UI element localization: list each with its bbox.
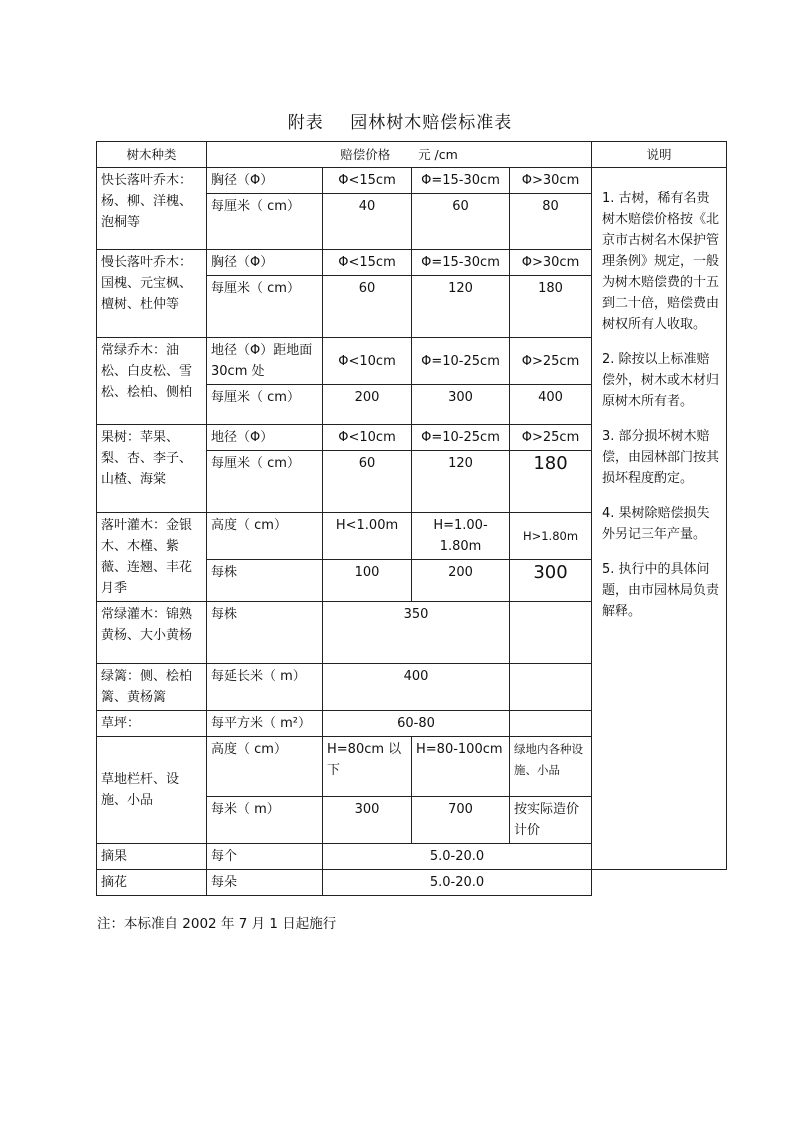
price-cell: 60-80 <box>323 711 510 737</box>
table-row <box>97 168 727 194</box>
unit-cell: 每朵 <box>207 870 323 896</box>
species-cell: 绿篱：侧、桧柏篱、黄杨篱 <box>97 664 207 711</box>
range-cell: H<1.00m <box>323 513 412 560</box>
range-cell: Φ>30cm <box>510 168 592 194</box>
price-cell: 60 <box>323 451 412 513</box>
range-cell: Φ=15-30cm <box>412 168 510 194</box>
header-price: 赔偿价格 元 /cm <box>207 142 592 168</box>
unit-cell: 每厘米（ cm） <box>207 451 323 513</box>
measure-cell: 高度（ cm） <box>207 737 323 797</box>
price-cell: 200 <box>323 385 412 425</box>
price-cell: 60 <box>412 194 510 250</box>
species-cell: 摘花 <box>97 870 207 896</box>
range-cell: H=1.00-1.80m <box>412 513 510 560</box>
unit-cell: 每株 <box>207 560 323 602</box>
range-cell: Φ>25cm <box>510 425 592 451</box>
fence-note: 绿地内各种设施、小品 <box>510 737 592 797</box>
price-cell: 300 <box>412 385 510 425</box>
price-cell: 300 <box>323 797 412 844</box>
range-cell: Φ=10-25cm <box>412 425 510 451</box>
measure-cell: 地径（Φ）距地面 30cm 处 <box>207 338 323 385</box>
table-row <box>97 870 727 896</box>
explanation-item: 4. 果树除赔偿损失外另记三年产量。 <box>602 506 710 542</box>
price-cell: 200 <box>412 560 510 602</box>
species-cell: 摘果 <box>97 844 207 870</box>
species-cell: 草地栏杆、设施、小品 <box>97 737 207 844</box>
header-species: 树木种类 <box>97 142 207 168</box>
measure-cell: 胸径（Φ） <box>207 168 323 194</box>
price-cell: 40 <box>323 194 412 250</box>
measure-cell: 胸径（Φ） <box>207 250 323 276</box>
price-cell: 300 <box>510 560 592 602</box>
unit-cell: 每厘米（ cm） <box>207 194 323 250</box>
title-prefix: 附表 <box>287 113 324 133</box>
measure-cell: 高度（ cm） <box>207 513 323 560</box>
price-cell: 100 <box>323 560 412 602</box>
range-cell: Φ>30cm <box>510 250 592 276</box>
species-cell: 落叶灌木：金银木、木槿、紫薇、连翘、丰花月季 <box>97 513 207 602</box>
price-cell: 350 <box>323 602 510 664</box>
range-cell: Φ=10-25cm <box>412 338 510 385</box>
unit-cell: 每延长米（ m） <box>207 664 323 711</box>
range-cell: Φ<10cm <box>323 338 412 385</box>
price-cell: 5.0-20.0 <box>323 844 592 870</box>
title-main: 园林树木赔偿标准表 <box>350 113 513 133</box>
range-cell: H>1.80m <box>510 513 592 560</box>
price-cell: 60 <box>323 276 412 338</box>
fence-note: 按实际造价计价 <box>510 797 592 844</box>
unit-cell: 每平方米（ m²） <box>207 711 323 737</box>
explanation-item: 5. 执行中的具体问题，由市园林局负责解释。 <box>602 562 720 619</box>
price-cell: 400 <box>323 664 510 711</box>
unit-cell: 每个 <box>207 844 323 870</box>
price-cell: 80 <box>510 194 592 250</box>
page-title <box>0 108 800 133</box>
header-explain: 说明 <box>592 142 727 168</box>
explanation-item: 2. 除按以上标准赔偿外，树木或木材归原树木所有者。 <box>602 352 720 409</box>
range-cell: Φ<15cm <box>323 168 412 194</box>
species-cell: 快长落叶乔木：杨、柳、洋槐、泡桐等 <box>97 168 207 250</box>
unit-cell: 每厘米（ cm） <box>207 385 323 425</box>
unit-cell: 每厘米（ cm） <box>207 276 323 338</box>
unit-cell: 每米（ m） <box>207 797 323 844</box>
species-cell: 常绿乔木：油松、白皮松、雪松、桧柏、侧柏 <box>97 338 207 425</box>
price-cell: 120 <box>412 451 510 513</box>
species-cell: 慢长落叶乔木：国槐、元宝枫、檀树、杜仲等 <box>97 250 207 338</box>
explanation-item: 1. 古树，稀有名贵树木赔偿价格按《北京市古树名木保护管理条例》规定，一般为树木赔偿费的十五到二十倍，赔偿费由树权所有人收取。 <box>602 191 720 332</box>
species-cell: 草坪： <box>97 711 207 737</box>
price-cell: 180 <box>510 451 592 513</box>
range-cell: H=80-100cm <box>412 737 510 797</box>
range-cell: Φ<15cm <box>323 250 412 276</box>
price-cell: 400 <box>510 385 592 425</box>
price-cell: 120 <box>412 276 510 338</box>
species-cell: 果树：苹果、梨、杏、李子、山楂、海棠 <box>97 425 207 513</box>
table-header <box>97 142 727 168</box>
price-cell: 180 <box>510 276 592 338</box>
range-cell: H=80cm 以下 <box>323 737 412 797</box>
range-cell: Φ=15-30cm <box>412 250 510 276</box>
range-cell: Φ<10cm <box>323 425 412 451</box>
price-cell: 5.0-20.0 <box>323 870 592 896</box>
footnote: 注：本标准自 2002 年 7 月 1 日起施行 <box>97 916 337 932</box>
compensation-table <box>96 141 727 896</box>
price-cell: 700 <box>412 797 510 844</box>
range-cell: Φ>25cm <box>510 338 592 385</box>
unit-cell: 每株 <box>207 602 323 664</box>
measure-cell: 地径（Φ） <box>207 425 323 451</box>
explanation-item: 3. 部分损坏树木赔偿，由园林部门按其损坏程度酌定。 <box>602 429 720 486</box>
species-cell: 常绿灌木：锦熟黄杨、大小黄杨 <box>97 602 207 664</box>
explanation-cell <box>592 168 727 870</box>
